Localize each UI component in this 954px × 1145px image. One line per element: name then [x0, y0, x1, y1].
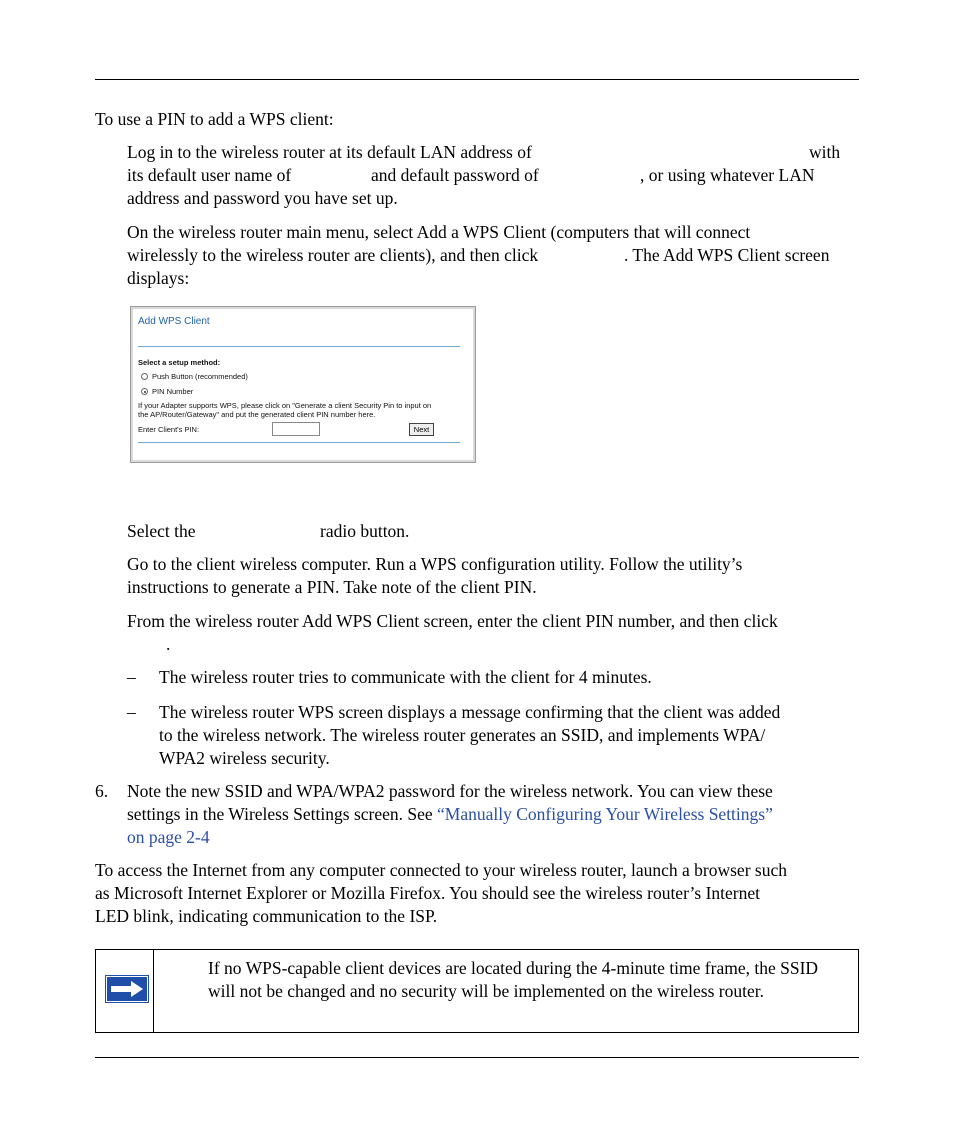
note-text: If no WPS-capable client devices are located during the 4-minute time frame, the SSID will not be changed and no security will be implemented on the wireless router. — [208, 958, 819, 1001]
note-box — [95, 949, 859, 1033]
screenshot-bottom-separator — [138, 442, 460, 443]
step-6-number: 6. — [95, 781, 109, 801]
wps-instructions-line-1: If your Adapter supports WPS, please click on "Generate a client Security Pin to input on — [138, 401, 432, 410]
bullet-1-text: The wireless router tries to communicate with the client for 4 minutes. — [159, 667, 652, 687]
manual-config-link-page[interactable]: on page 2-4 — [127, 827, 210, 847]
step-5-line-1: From the wireless router Add WPS Client screen, enter the client PIN number, and then click — [127, 611, 778, 631]
screenshot-title: Add WPS Client — [138, 316, 210, 327]
step-1-line-2b: and default password of — [371, 165, 539, 185]
arrow-right-icon — [105, 975, 149, 1009]
step-3-line-b: radio button. — [320, 521, 410, 541]
note-divider — [153, 950, 154, 1032]
next-button[interactable]: Next — [409, 423, 434, 436]
step-4-line-2: instructions to generate a PIN. Take note of the client PIN. — [127, 577, 537, 597]
step-5-line-2: . — [166, 634, 171, 654]
intro-text: To use a PIN to add a WPS client: — [95, 109, 334, 129]
pin-number-radio[interactable] — [141, 388, 148, 395]
step-3-line-a: Select the — [127, 521, 196, 541]
step-6-line-1: Note the new SSID and WPA/WPA2 password for the wireless network. You can view these — [127, 781, 773, 801]
manual-config-link[interactable]: “Manually Configuring Your Wireless Settings” — [437, 804, 773, 824]
step-6-line-2 — [127, 803, 773, 826]
client-pin-label: Enter Client's PIN: — [138, 425, 200, 434]
screenshot-top-separator — [138, 346, 460, 347]
closing-line-2: as Microsoft Internet Explorer or Mozilla Firefox. You should see the wireless router’s Internet — [95, 883, 761, 903]
push-button-label: Push Button (recommended) — [152, 372, 248, 381]
pin-number-label: PIN Number — [152, 387, 194, 396]
step-4-line-1: Go to the client wireless computer. Run a WPS configuration utility. Follow the utility’s — [127, 554, 743, 574]
step-2-line-3: displays: — [127, 268, 190, 288]
bullet-2-line-1: The wireless router WPS screen displays a message confirming that the client was added — [159, 702, 781, 722]
select-method-label: Select a setup method: — [138, 358, 221, 367]
step-2-line-2a: wirelessly to the wireless router are clients), and then click — [127, 245, 539, 265]
bullet-2-line-3: WPA2 wireless security. — [159, 748, 330, 768]
step-1-with: with — [809, 142, 841, 162]
bullet-1-dash: – — [127, 667, 136, 687]
step-6-line-2-text: settings in the Wireless Settings screen. See — [127, 804, 433, 824]
bullet-2-dash: – — [127, 702, 136, 722]
bullet-2-line-2: to the wireless network. The wireless router generates an SSID, and implements WPA/ — [159, 725, 766, 745]
step-1-line-2c: , or using whatever LAN — [640, 165, 815, 185]
closing-line-1: To access the Internet from any computer connected to your wireless router, launch a browser such — [95, 860, 787, 880]
closing-line-3: LED blink, indicating communication to the ISP. — [95, 906, 438, 926]
footer-rule — [95, 1057, 859, 1058]
header-rule — [95, 79, 859, 80]
step-1-line-2a: its default user name of — [127, 165, 292, 185]
client-pin-input[interactable] — [272, 422, 320, 436]
wps-instructions-line-2: the AP/Router/Gateway" and put the generated client PIN number here. — [138, 410, 376, 419]
step-2-line-2b: . The Add WPS Client screen — [624, 245, 830, 265]
add-wps-client-screenshot — [130, 306, 476, 463]
step-2-line-1: On the wireless router main menu, select Add a WPS Client (computers that will connect — [127, 222, 751, 242]
step-1-line-1: Log in to the wireless router at its default LAN address of — [127, 142, 532, 162]
push-button-radio[interactable] — [141, 373, 148, 380]
step-1-line-3: address and password you have set up. — [127, 188, 398, 208]
